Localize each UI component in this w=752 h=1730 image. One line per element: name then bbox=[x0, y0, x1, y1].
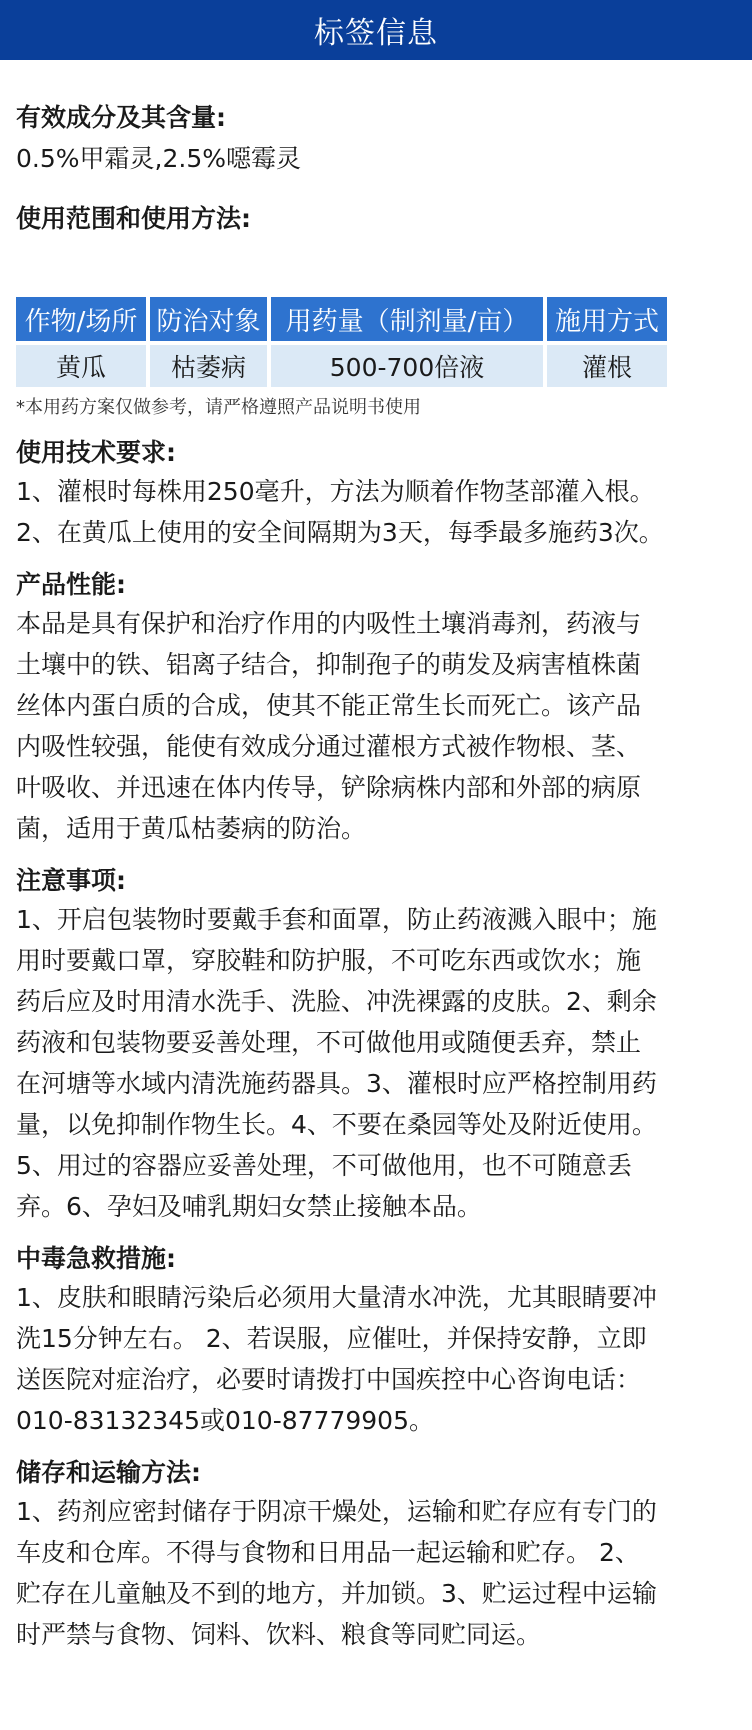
performance-line: 内吸性较强，能使有效成分通过灌根方式被作物根、茎、 bbox=[16, 732, 642, 761]
ingredients-title: 有效成分及其含量: bbox=[16, 103, 226, 132]
page-header bbox=[0, 0, 752, 60]
tech-line: 1、灌根时每株用250毫升，方法为顺着作物茎部灌入根。 bbox=[16, 477, 655, 506]
performance-title: 产品性能: bbox=[16, 570, 126, 599]
table-header-dosage: 用药量（制剂量/亩） bbox=[271, 297, 543, 341]
table-cell-target: 枯萎病 bbox=[150, 345, 267, 387]
first-aid-title: 中毒急救措施: bbox=[16, 1244, 176, 1273]
label-content bbox=[0, 100, 752, 1655]
performance-line: 丝体内蛋白质的合成，使其不能正常生长而死亡。该产品 bbox=[16, 691, 642, 720]
page-title: 标签信息 bbox=[314, 16, 438, 51]
table-row bbox=[16, 345, 667, 387]
performance-line: 土壤中的铁、铝离子结合，抑制孢子的萌发及病害植株菌 bbox=[16, 650, 642, 679]
tech-title: 使用技术要求: bbox=[16, 438, 176, 467]
storage-title: 储存和运输方法: bbox=[16, 1458, 201, 1487]
performance-line: 菌，适用于黄瓜枯萎病的防治。 bbox=[16, 814, 367, 843]
first-aid-line: 送医院对症治疗，必要时请拨打中国疾控中心咨询电话： bbox=[16, 1365, 642, 1394]
table-header-method: 施用方式 bbox=[547, 297, 667, 341]
tech-line: 2、在黄瓜上使用的安全间隔期为3天，每季最多施药3次。 bbox=[16, 518, 664, 547]
table-cell-method: 灌根 bbox=[547, 345, 667, 387]
usage-table bbox=[12, 293, 671, 391]
storage-line: 车皮和仓库。不得与食物和日用品一起运输和贮存。 2、 bbox=[16, 1538, 640, 1567]
precautions-line: 弃。6、孕妇及哺乳期妇女禁止接触本品。 bbox=[16, 1192, 482, 1221]
storage-line: 1、药剂应密封储存于阴凉干燥处，运输和贮存应有专门的 bbox=[16, 1497, 657, 1526]
first-aid-line: 1、皮肤和眼睛污染后必须用大量清水冲洗，尤其眼睛要冲 bbox=[16, 1283, 657, 1312]
precautions-line: 在河塘等水域内清洗施药器具。3、灌根时应严格控制用药 bbox=[16, 1069, 657, 1098]
first-aid-line: 010-83132345或010-87779905。 bbox=[16, 1406, 434, 1435]
storage-line: 时严禁与食物、饲料、饮料、粮食等同贮同运。 bbox=[16, 1620, 542, 1649]
table-cell-dosage: 500-700倍液 bbox=[271, 345, 543, 387]
table-cell-crop: 黄瓜 bbox=[16, 345, 146, 387]
usage-title: 使用范围和使用方法: bbox=[16, 204, 251, 233]
precautions-line: 药后应及时用清水洗手、洗脸、冲洗裸露的皮肤。2、剩余 bbox=[16, 987, 657, 1016]
performance-line: 叶吸收、并迅速在体内传导，铲除病株内部和外部的病原 bbox=[16, 773, 642, 802]
table-note: *本用药方案仅做参考，请严格遵照产品说明书使用 bbox=[16, 397, 421, 418]
table-header-target: 防治对象 bbox=[150, 297, 267, 341]
precautions-line: 用时要戴口罩，穿胶鞋和防护服，不可吃东西或饮水；施 bbox=[16, 946, 642, 975]
table-header-crop: 作物/场所 bbox=[16, 297, 146, 341]
performance-line: 本品是具有保护和治疗作用的内吸性土壤消毒剂，药液与 bbox=[16, 609, 642, 638]
first-aid-line: 洗15分钟左右。 2、若误服，应催吐，并保持安静，立即 bbox=[16, 1324, 647, 1353]
precautions-line: 药液和包装物要妥善处理，不可做他用或随便丢弃，禁止 bbox=[16, 1028, 642, 1057]
precautions-line: 5、用过的容器应妥善处理，不可做他用，也不可随意丢 bbox=[16, 1151, 632, 1180]
precautions-line: 量，以免抑制作物生长。4、不要在桑园等处及附近使用。 bbox=[16, 1110, 657, 1139]
precautions-title: 注意事项: bbox=[16, 866, 126, 895]
usage-table-header-row bbox=[16, 297, 667, 341]
storage-line: 贮存在儿童触及不到的地方，并加锁。3、贮运过程中运输 bbox=[16, 1579, 657, 1608]
ingredients-text: 0.5%甲霜灵,2.5%噁霉灵 bbox=[16, 144, 301, 173]
precautions-line: 1、开启包装物时要戴手套和面罩，防止药液溅入眼中；施 bbox=[16, 905, 657, 934]
